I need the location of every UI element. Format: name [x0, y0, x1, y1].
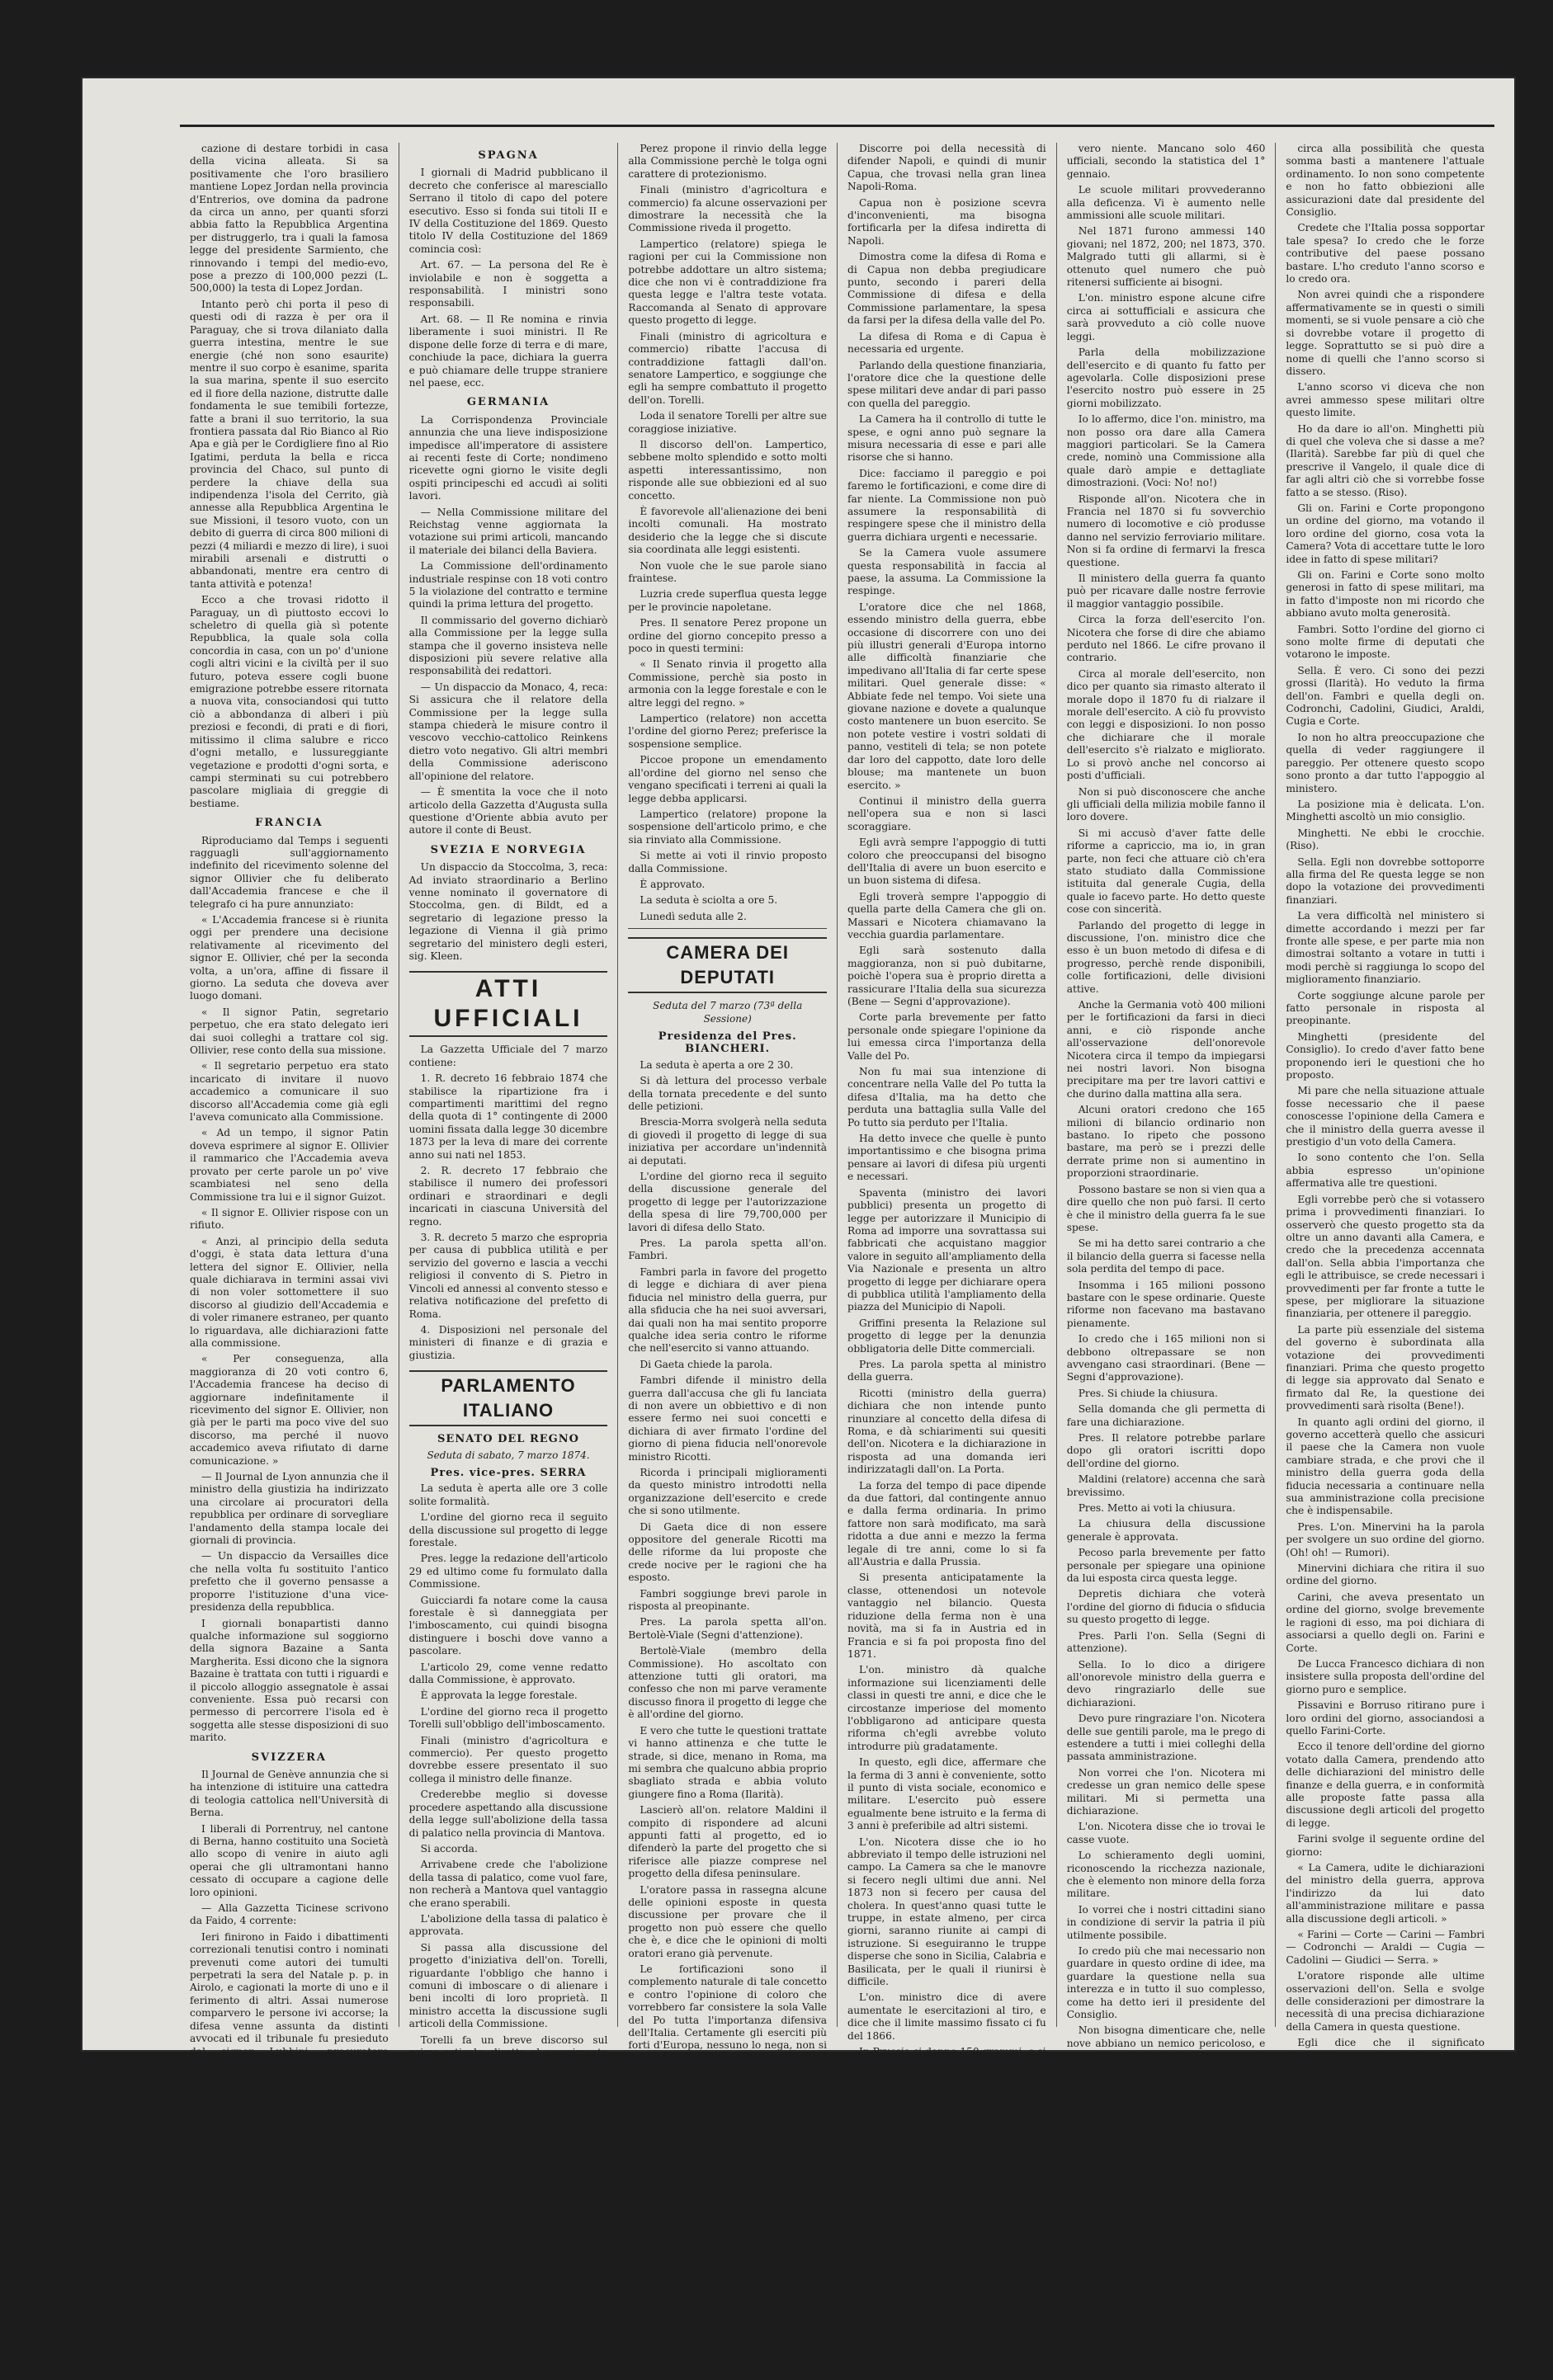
paragraph: Il Journal de Genève annunzia che si ha intenzione di istituire una cattedra di teologia cattolica nell'Università di Berna.	[190, 1768, 389, 1819]
column-3	[617, 143, 837, 2208]
paragraph: « Il signor E. Ollivier rispose con un rifiuto.	[190, 1206, 389, 1232]
paragraph: L'anno scorso vi diceva che non avrei ammesso spese militari oltre questo limite.	[1286, 381, 1485, 419]
paragraph: « Il segretario perpetuo era stato incaricato di invitare il nuovo accademico a comunicare il suo discorso all'Accademia come già egli l'aveva comunicato alla Commissione.	[190, 1060, 389, 1124]
paragraph: E vero che tutte le questioni trattate vi hanno attinenza e che tutte le strade, si dice, menano in Roma, ma mi sembra che qualcuno abbia proprio sbagliato strada e abbia voluto giungere fino a Roma (Ilarità).	[628, 1724, 828, 1800]
paragraph: Crederebbe meglio si dovesse procedere aspettando alla discussione della legge sull'abolizione della tassa di palatico nella provincia di Mantova.	[408, 1789, 608, 1839]
paragraph: Io credo più che mai necessario non guardare in questo ordine di idee, ma guardare la questione nella sua interezza e in tutto il suo complesso, come ha detto ieri il presidente del Consiglio.	[1066, 1945, 1266, 2021]
paragraph: L'oratore dice che nel 1868, essendo ministro della guerra, ebbe occasione di discorrere con uno dei più illustri generali d'Europa intorno alle difficoltà finanziarie che impedivano all'Italia di far certe spese militari. Quel generale disse: « Abbiate fede nel tempo. Voi siete una giovane nazione e dovete a qualunque costo mantenere un buon esercito. Se non potete vestire i vostri soldati di panno, vestiteli di tela; se non potete dar loro del cappotto, date loro delle blouse; ma mantenete un buon esercito. »	[847, 601, 1046, 791]
paragraph: I liberali di Porrentruy, nel cantone di Berna, hanno costituito una Società allo scopo di venire in aiuto agli operai che gli ultramontani hanno cessato di occupare a cagione delle loro opinioni.	[190, 1822, 389, 1898]
paragraph: La chiusura della discussione generale è approvata.	[1066, 1518, 1266, 1543]
paragraph: Riproduciamo dal Temps i seguenti ragguagli sull'aggiornamento indefinito del ricevimento solenne del signor Ollivier che fu deliberato dall'Accademia francese e che il telegrafo ci ha pure annunziato:	[190, 834, 389, 910]
paragraph: Fambri parla in favore del progetto di legge e dichiara di aver piena fiducia nel ministro della guerra, pur alla sfiducia che ha nei suoi avversari, dai quali non ha mai sentito proporre qualche idea seria contro le riforme che nell'esercito si vanno attuando.	[628, 1265, 828, 1355]
column-2	[399, 143, 618, 2298]
section-heading: FRANCIA	[255, 817, 323, 830]
paragraph: « La Camera, udite le dichiarazioni del ministro della guerra, approva l'indirizzo da lui dato all'amministrazione militare e passa alla discussione degli articoli. »	[1286, 1862, 1485, 1925]
paragraph: Nel 1871 furono ammessi 140 giovani; nel 1872, 200; nel 1873, 370. Malgrado tutti gli allarmi, si è ottenuto quel numero che può ritenersi sufficiente ai bisogni.	[1066, 225, 1266, 289]
paragraph: Lascierò all'on. relatore Maldini il compito di rispondere ad alcuni appunti fatti al progetto, ed io difenderò la parte del progetto che si riferisce alle piazze comprese nel progetto della difesa peninsulare.	[628, 1804, 828, 1880]
paragraph: 2. R. decreto 17 febbraio che stabilisce il numero dei professori ordinari e straordinari e degli incaricati in ciascuna Università del regno.	[408, 1165, 608, 1228]
section-heading: SPAGNA	[478, 149, 539, 162]
paragraph: Alcuni oratori credono che 165 milioni di bilancio ordinario non bastano. Io ripeto che possono bastare, ma però se i prezzi delle derrate prime non si aumentino in proporzioni straordinarie.	[1066, 1104, 1266, 1180]
paragraph: Luzria crede superflua questa legge per le provincie napoletane.	[628, 588, 828, 613]
paragraph: — Un dispaccio da Versailles dice che nella volta fu sostituito l'antico prefetto che il governo pensasse a proporre l'istituzione d'una vice-presidenza della repubblica.	[190, 1550, 389, 1614]
paragraph: Bertolè-Viale (membro della Commissione). Ho ascoltato con attenzione tutti gli oratori, ma confesso che non mi parve veramente discusso finora il progetto di legge che è all'ordine del giorno.	[628, 1645, 828, 1721]
paragraph: Egli avrà sempre l'appoggio di tutti coloro che preoccupansi del bisogno dell'Italia di avere un buon esercito e un buon sistema di difesa.	[847, 837, 1046, 887]
paragraph: « Ad un tempo, il signor Patin doveva esprimere al signor E. Ollivier il rammarico che l'Accademia aveva provato per certe parole un po' vive scambiatesi nel seno della Commissione tra lui e il signor Guizot.	[190, 1127, 389, 1203]
paragraph: Torelli fa un breve discorso sul primo articolo, diretto al compimento dell'imboscare.	[408, 2034, 608, 2071]
paragraph: Non avrei quindi che a rispondere affermativamente se in questi o simili momenti, se si vuole pensare a ciò che si dovrebbe votare il progetto di legge. Soprattutto se si può dire a nome di quelli che l'anno scorso si dissero.	[1286, 289, 1485, 377]
paragraph: L'ordine del giorno reca il seguito della discussione generale del progetto di legge per l'autorizzazione della spesa di lire 79,700,000 per lavori di difesa dello Stato.	[628, 1171, 828, 1233]
paragraph: Depretis dichiara che voterà l'ordine del giorno di fiducia o sfiducia su questo progetto di legge.	[1066, 1588, 1266, 1626]
paragraph: Io credo che i 165 milioni non si debbono oltrepassare se non avvengano casi straordinari. (Bene — Segni d'approvazione).	[1066, 1333, 1266, 1383]
paragraph: Di Gaeta dice di non essere oppositore del generale Ricotti ma delle riforme da lui proposte che crede nocive per le ragioni che ha esposto.	[628, 1520, 828, 1584]
paragraph: « Il signor Patin, segretario perpetuo, che era stato delegato ieri dai suoi colleghi a trattare col sig. Ollivier, rese conto della sua missione.	[190, 1006, 389, 1057]
paragraph: Si dà lettura del processo verbale della tornata precedente e del sunto delle petizioni.	[628, 1075, 828, 1112]
paragraph: Loda il senatore Torelli per altre sue coraggiose iniziative.	[628, 410, 828, 435]
paragraph: Mi pare che nella situazione attuale fosse necessario che il paese conoscesse l'opinione della Camera e che il ministro della guerra avesse il prestigio d'un voto della Camera.	[1286, 1085, 1485, 1148]
newspaper-page	[83, 78, 1514, 2379]
paragraph: Si passa alla discussione del progetto d'iniziativa dell'on. Torelli, riguardante l'obbligo che hanno i comuni di imboscare o di alienare i beni incolti di loro proprietà. Il ministro accetta la discussione sugli articoli della Commissione.	[408, 1941, 608, 2030]
paragraph: In Prussia si danno 150 grammi, e si raggiunse sufficienti. Perchè non si ritenessero sufficienti 180 in Italia?	[847, 2046, 1046, 2083]
paragraph: Pres. Si chiude la chiusura.	[1078, 1387, 1218, 1399]
section-heading: SVEZIA E NORVEGIA	[430, 843, 587, 856]
masthead-heading: PARLAMENTO ITALIANO	[409, 1370, 608, 1426]
paragraph: Egli sarà sostenuto dalla maggioranza, non si può dubitarne, poichè l'opera sua è proprio diretta a rassicurare l'Italia della sua sicurezza (Bene — Segni d'approvazione).	[847, 945, 1046, 1007]
paragraph: Spaventa (ministro dei lavori pubblici) presenta un progetto di legge per autorizzare il Municipio di Roma ad imporre una sovrattassa sui fabbricati che acquistano maggior valore in seguito all'ampliamento della Via Nazionale e presenta un altro progetto di legge per dichiarare opera di pubblica utilità l'ampliamento della piazza del Municipio di Napoli.	[847, 1186, 1046, 1313]
paragraph: Insomma i 165 milioni possono bastare con le spese ordinarie. Queste riforme non facevano ma bastavano pienamente.	[1066, 1279, 1266, 1329]
paragraph: La Camera ha il controllo di tutte le spese, e ogni anno può segnare la misura necessaria di esse e pari alle risorse che si hanno.	[847, 413, 1046, 464]
paragraph: Ecco a che trovasi ridotto il Paraguay, un dì piuttosto eccovi lo scheletro di quella già sì potente Repubblica, la quale sola colla concordia in casa, con un po' d'unione cogli altri vicini e la civiltà per il suo futuro, poteva essere cogli buone emigrazione potrebbe essere ritornata a nuova vita, consociandosi qui tutto ciò a abbondanza di alberi i più preziosi e fecondi, di prati e di fiori, mitissimo il clima salubre e ricco d'ogni metallo, e lussureggiante vegetazione e prodotti d'ogni sorta, e campi sterminati su cui potrebbero pascolare migliaia di greggie di bestiame.	[190, 594, 389, 809]
paragraph: Pres. La parola spetta all'on. Fambri.	[628, 1237, 828, 1262]
paragraph: L'on. ministro assicura l'on. La Porta che i nostri quadri sono sufficienti, e sono i migliori che possiamo avere.	[847, 2170, 1046, 2220]
paragraph: L'abolizione della tassa di palatico è approvata.	[408, 1912, 608, 1938]
paragraph: Se la Camera vuole assumere questa responsabilità in faccia al paese, la assuma. La Commissione la respinge.	[847, 547, 1046, 597]
top-rule	[180, 125, 1494, 127]
paragraph: « Il Senato rinvia il progetto alla Commissione, perchè sia posto in armonia con la legge forestale e con le altre leggi del regno. »	[628, 658, 828, 709]
paragraph: Art. 67. — La persona del Re è inviolabile e non è soggetta a responsabilità. I ministri sono responsabili.	[408, 259, 608, 309]
paragraph: Farini svolge il seguente ordine del giorno:	[1286, 1833, 1485, 1858]
paragraph: — È smentita la voce che il noto articolo della Gazzetta d'Augusta sulla questione d'Oriente abbia avuto per autore il conte di Beust.	[408, 786, 608, 837]
paragraph: Si presenta anticipatamente la classe, ottenendosi un notevole vantaggio nel bilancio. Questa riduzione della ferma non è una novità, ma si fa in Austria ed in Francia e si fa poi proposta fino del 1871.	[847, 1572, 1046, 1660]
paragraph: La Gazzetta Ufficiale del 7 marzo contiene:	[408, 1044, 608, 1068]
paragraph: Maldini (relatore) accenna che sarà brevissimo.	[1066, 1473, 1266, 1498]
paragraph: Pres. legge la redazione dell'articolo 29 ed ultimo come fu formulato dalla Commissione.	[408, 1553, 608, 1591]
paragraph: Possono bastare se non si vien qua a dire quello che non può farsi. Il certo è che il ministro della guerra fa le sue spese.	[1066, 1183, 1266, 1233]
paragraph: Continui il ministro della guerra nell'opera sua e non si lasci scoraggiare.	[847, 794, 1046, 832]
paragraph: Ricorda i principali miglioramenti da questo ministro introdotti nella organizzazione dell'esercito e crede che si sono utilmente.	[628, 1466, 828, 1517]
paragraph: In quanto agli ordini del giorno, il governo accetterà quello che assicuri il paese che la Camera non vuole cambiare strada, e che provi che il ministro della guerra goda della fiducia necessaria a continuare nella sua amministrazione colla precisione che è indispensabile.	[1286, 1416, 1485, 1517]
paragraph: Lampertico (relatore). I comuni, riguardo ai loro beni, hanno una legge che dice; questi beni sono incolti per tre quarti; per le varie coltivazioni per vendere i più utili.	[408, 2075, 608, 2138]
paragraph: Qualche reggimento aveva ecceduto il limite fino a 200, e fu richiamato alla regola legale.	[847, 2087, 1046, 2125]
paragraph: Minghetti (presidente del Consiglio). Io credo d'aver fatto bene proponendo ieri le questioni che ho proposto.	[1286, 1030, 1485, 1082]
paragraph: Lampertico (relatore) non accetta l'ordine del giorno Perez; preferisce la sospensione semplice.	[628, 713, 828, 750]
session-date: Seduta del 7 marzo (73ª della Sessione)	[653, 1000, 803, 1025]
paragraph: Lampertico (relatore) spiega le ragioni per cui la Commissione non potrebbe addottare un altro sistema; dice che non vi è contraddizione fra questa legge e l'altra teste votata. Raccomanda al Senato di approvare questo progetto di legge.	[628, 238, 828, 327]
paragraph: « Anzi, al principio della seduta d'oggi, è stata data lettura d'una lettera del signor E. Ollivier, nella quale dichiarava in termini assai vivi di non voler sottomettere il suo discorso al giudizio dell'Accademia e di voler rimanere estraneo, per quanto lo riguardava, alle dichiarazioni fatte alla commissione.	[190, 1235, 389, 1349]
paragraph: Pres. Il senatore Perez propone un ordine del giorno concepito presso a poco in questi termini:	[628, 617, 828, 655]
paragraph: cazione di destare torbidi in casa della vicina alleata. Si sa positivamente che l'oro brasiliero mantiene Lopez Jordan nella provincia d'Entrerios, ove domina da padrone da circa un anno, per quanti sforzi abbia fatto la Repubblica Argentina per distruggerlo, tra i quali la famosa legge del presidente Sarmiento, che rinnovando i tempi del medio-evo, pose a prezzo di 100,000 pezzi (L. 500,000) la testa di Lopez Jordan.	[190, 143, 389, 295]
paragraph: La vera difficoltà nel ministero si dimette accordando i mezzi per far fronte alle spese, e per parte mia non dimostrai soltanto a votare in tutti i modi perchè si raggiunga lo scopo del miglioramento finanziario.	[1286, 910, 1485, 986]
paragraph: Egli dice che il significato dell'ordine del giorno è che la Camera esprima il suo giudizio sull'opera dell'on. Ricotti e sull'applicazione che egli ha fatto delle leggi votate dal Parlamento.	[1286, 2037, 1485, 2113]
paragraph: Griffini presenta la Relazione sul progetto di legge per la denunzia obbligatoria delle Ditte commerciali.	[847, 1317, 1046, 1355]
paragraph: Minghetti dichiara che il ministero non può e non vuole accettare l'ordine del giorno Farini-Corte.	[1286, 2241, 1485, 2279]
paragraph: Torelli combatte l'asserzione di Perez che in ciò non si tratti della coltura.	[408, 2260, 608, 2298]
paragraph: Non fu mai sua intenzione di concentrare nella Valle del Po tutta la difesa d'Italia, ma ha detto che perduta una battaglia sulla Valle del Po tutto sia perduto per l'Italia.	[847, 1066, 1046, 1129]
paragraph: Non si può disconoscere che anche gli ufficiali della milizia mobile fanno il loro dovere.	[1066, 785, 1266, 823]
paragraph: Guicciardi fa notare come la causa forestale è sì danneggiata per l'imboscamento, cui quindi bisogna distinguere i boschi dove vanno a pascolare.	[408, 1594, 608, 1657]
paragraph: De Lucca Francesco dichiara di non insistere sulla proposta dell'ordine del giorno puro e semplice.	[1286, 1657, 1485, 1695]
paragraph: Credete che l'Italia possa sopportare le spese militari oltre i 165 milioni? Io accetto le idee dell'on. Ricotti subordinatamente alla somma dei 165 milioni. Se si vuole rimanere in quei limiti io voterò per l'indirizzo del ministro della guerra.	[1066, 2213, 1266, 2301]
section-heading: GERMANIA	[466, 396, 550, 409]
paragraph: Non dirò nulla del progetto di legge in discussione.	[1066, 2104, 1266, 2129]
paragraph: Devo pure ringraziare l'on. Nicotera delle sue gentili parole, ma le prego di estendere a tutti i miei colleghi della passata amministrazione.	[1066, 1713, 1266, 1763]
paragraph: Ha detto invece che quelle è punto importantissimo e che bisogna prima pensare ai lavori di difesa più urgenti e necessari.	[847, 1133, 1046, 1183]
paragraph: È favorevole all'alienazione dei beni incolti comunali. Ha mostrato desiderio che la legge che si discute sia coordinata alle leggi esistenti.	[628, 505, 828, 556]
paragraph: Sella dichiara di non aver mai inteso connettere coll'idea del lusso le stato del nostro esercito.	[1286, 2183, 1485, 2221]
paragraph: Si accorda.	[420, 1842, 478, 1855]
paragraph: Carini, che aveva presentato un ordine del giorno, svolge brevemente le ragioni di esso, ma poi dichiara di associarsi a quello degli on. Farini e Corte.	[1286, 1591, 1485, 1654]
paragraph: Dice: facciamo il pareggio e poi faremo le fortificazioni, e come dire di far niente. La Commissione non può assumere la responsabilità di respingere spese che il ministro della guerra dichiara urgenti e necessarie.	[847, 467, 1046, 543]
paragraph: Non vorrei che l'on. Nicotera mi credesse un gran nemico delle spese militari. Mi si permetta una dichiarazione.	[1066, 1766, 1266, 1817]
paragraph: 3. R. decreto 5 marzo che espropria per causa di pubblica utilità e per servizio del governo e lascia a vecchi religiosi il convento di S. Pietro in Vincoli ed annessi al convento stesso e relativa notificazione del prefetto di Roma.	[408, 1232, 608, 1320]
paragraph: L'oratore parla della grande influenza che ha la capitale sopra gli Stati in caso di guerra, cita in appoggio delle sue ragioni fatti che sono esposte.	[628, 2144, 828, 2208]
paragraph: Corte parla brevemente per fatto personale onde spiegare l'opinione da lui emessa circa l'importanza della Valle del Po.	[847, 1011, 1046, 1062]
paragraph: In questo, egli dice, affermare che la ferma di 3 anni è conveniente, sotto il punto di vista sociale, economico e militare. L'esercito può essere egualmente bene istruito e la ferma di 3 anni è preferibile ad altri sistemi.	[847, 1756, 1046, 1832]
subheading: Pres. vice-pres. SERRA	[430, 1466, 587, 1479]
paragraph: La seduta è aperta alle ore 3 colle solite formalità.	[408, 1482, 608, 1507]
paragraph: Gli on. Farini e Corte sono molto generosi in fatto di spese militari, ma in fatto d'imposte non mi ricordo che abbiano avuto molta generosità.	[1286, 569, 1485, 620]
paragraph: Arrivabene crede che l'abolizione della tassa di palatico, come vuol fare, non recherà a Mantova quel vantaggio che erano sperabili.	[408, 1859, 608, 1909]
paragraph: vero niente. Mancano solo 460 ufficiali, secondo la statistica del 1° gennaio.	[1066, 143, 1266, 180]
paragraph: L'oratore parla delle mutate condizioni della difesa peninsulare, fra le quali come gli avversari hanno sostenuto che nessuno di loro crede dover essere un sistema difensivo tale che possa essere mai sorpreso completamente che in caso che le forze nemiche attacchino la Valle del Po a Capua e non ci sia più la frontiera.	[847, 2224, 1046, 2351]
paragraph: Fambri soggiunge brevi parole in risposta al preopinante.	[628, 1587, 828, 1613]
paragraph: Io lo affermo, dice l'on. ministro, ma non posso ora dare alla Camera maggiori particolari. Se la Camera crede, nominò una Commissione alla quale darò ampie e dettagliate dimostrazioni. (Voci: No! no!)	[1066, 413, 1266, 489]
paragraph: Egli vorrebbe però che si votassero prima i provvedimenti finanziari. Io osserverò che questo progetto sta da oltre un anno davanti alla Camera, e credo che la precedenza accennata dall'on. Sella abbia l'importanza che egli le attribuisce, se crede necessari i provvedimenti per far fronte a tutte le spese, per migliorare la situazione finanziaria, per ottenere il pareggio.	[1286, 1193, 1485, 1320]
paragraph: Perez propone il rinvio della legge alla Commissione perchè le tolga ogni carattere di protezionismo.	[628, 143, 828, 180]
paragraph: La seduta è sciolta a ore 5.	[640, 894, 778, 907]
paragraph: Ecco tutto ciò che fu fatto e che diede luogo all'osservazione dell'onorevole Nicotera.	[847, 2128, 1046, 2166]
subheading: Presidenza del Pres. BIANCHERI.	[658, 1030, 797, 1056]
paragraph: L'oratore risponde alle ultime osservazioni dell'on. Sella e svolge delle considerazioni per dimostrare la necessità di una precisa dichiarazione della Camera in questa questione.	[1286, 1970, 1485, 2033]
paragraph: Non bisogna dimenticare che, nelle nove abbiano un nemico pericoloso, e che il germe della nostra finanza sta nelle condizioni economiche della popolazione. Bisogna tener d'occhio tutti i lati della questione.	[1066, 2024, 1266, 2100]
paragraph: — Il Journal de Lyon annunzia che il ministro della giustizia ha indirizzato una circolare ai procuratori della repubblica per ordinare di sorvegliare l'andamento della stampa locale dei giornali di provincia.	[190, 1471, 389, 1547]
paragraph: Si mi accusò d'aver fatte delle riforme a capriccio, ma io, in gran parte, non feci che attuare ciò ch'era stato studiato dalla Commissione istituita dal generale Cugia, della quale io facevo parte. Ho detto queste cose con sincerità.	[1066, 827, 1266, 916]
paragraph: Egli troverà sempre l'appoggio di quella parte della Camera che gli on. Massari e Nicotera chiamavano la vecchia guardia parlamentare.	[847, 890, 1046, 940]
paragraph: La Corrispondenza Provinciale annunzia che una lieve indisposizione impedisce all'imperatore di assistere ai recenti feste di Corte; nondimeno ricevette ogni giorno le visite degli ospiti principeschi ed accudì ai soliti lavori.	[408, 413, 608, 502]
session-date: Seduta di sabato, 7 marzo 1874.	[427, 1449, 590, 1461]
paragraph: Il commissario del governo dichiarò alla Commissione per la legge sulla stampa che il governo insisteva nelle disposizioni più severe relative alla responsabilità dei redattori.	[408, 614, 608, 677]
paragraph: L'ordine del giorno reca il seguito della discussione sul progetto di legge forestale.	[408, 1511, 608, 1548]
paragraph: Risponde all'on. Nicotera che in Francia nel 1870 si fu sovverchio numero di locomotive e ciò produsse danno nel servizio ferroviario militare. Non si fa ordine di fermarvi la fresca questione.	[1066, 492, 1266, 568]
paragraph: Sella. Egli non dovrebbe sottoporre alla firma del Re questa legge se non dopo la votazione dei provvedimenti finanziari.	[1286, 855, 1485, 906]
paragraph: Si mette ai voti il rinvio proposto dalla Commissione.	[628, 850, 828, 874]
paragraph: Le fortificazioni sono il complemento naturale di tale concetto e contro l'opinione di coloro che vorrebbero far consistere la sola Valle del Po tutta l'importanza difensiva dell'Italia. Certamente gli eserciti più forti d'Europa, nessuno lo nega, non si sono mai ritirati senza essere stati sconfitti nella Valle del Po, ma non si può anche ignorare che perduta una battaglia nella Valle del Po, l'Italia non sarebbe perduta e le altre parti e trovar in altri punti centri di difesa e d'offesa.	[628, 1963, 828, 2141]
paragraph: Circa al morale dell'esercito, non dico per quanto sia rimasto alterato il morale dopo il 1870 fu di rialzare il morale dell'esercito. A ciò fu provvisto con leggi e disposizioni. Io non posso che dichiarare che il morale dell'esercito s'è rialzato e migliorato. Lo si provò anche nel concorso ai posti d'ufficiali.	[1066, 667, 1266, 782]
paragraph: Intanto però chi porta il peso di questi odi di razza è per ora il Paraguay, che si trova dilaniato dalla guerra intestina, mentre le sue energie (ché non sono esaurite) mentre il suo corpo è esanime, sparita la sua marina, spente il suo esercito ed il fiore della nazione, distrutte dalle fondamenta le sue temibili fortezze, fatte a brani il suo territorio, la sua frontiera passata dal Rio Bianco al Rio Apa e già per le Cordigliere fino al Rio Igatimi, perduta la bella e ricca provincia del Chaco, sul punto di perdere la chiave della sua indipendenza l'isola del Cerrito, già annesse alla Repubblica Argentina le sue Missioni, il tesoro vuoto, con un debito di guerra di circa 800 milioni di pezzi (4 miliardi e mezzo di lire), i suoi mirabili arsenali e distrutti o abbandonati, mentre era centro di tanta attività e potenza!	[190, 298, 389, 590]
paragraph: Ricotti (ministro della guerra) dichiara che non intende punto rinunziare al concetto della difesa di Roma, e dà schiarimenti sui quesiti dell'on. Nicotera e la dichiarazione in risposta ad una domanda ieri indirizzatagli dall'on. La Porta.	[847, 1387, 1046, 1476]
paragraph: Sarebbe stata un'ironia.	[1297, 2224, 1421, 2236]
paragraph: Pissavini e Borruso ritirano pure i loro ordini del giorno, associandosi a quello Farini-Corte.	[1286, 1699, 1485, 1737]
paragraph: Io vorrei che i nostri cittadini siano in condizione di servir la patria il più utilmente possibile.	[1066, 1903, 1266, 1941]
paragraph: Fambri difende il ministro della guerra dall'accusa che gli fu lanciata di non avere un obbiettivo e di non essere fermo nei suoi concetti e dichiara di aver firmato l'ordine del giorno di piena fiducia nell'onorevole ministro Ricotti.	[628, 1374, 828, 1463]
paragraph: La forza del tempo di pace dipende da due fattori, dal contingente annuo e dalla ferma ordinaria. In primo fattore non sarà modificato, ma sarà ridotta a due anni e mezzo la ferma legale di tre anni, come lo si fa all'Austria e dalla Prussia.	[847, 1479, 1046, 1568]
paragraph: La posizione mia è delicata. L'on. Minghetti ascoltò un mio consiglio.	[1286, 798, 1485, 823]
paragraph: Lunedì seduta alle 2.	[640, 910, 747, 922]
paragraph: La seduta è aperta a ore 2 30.	[640, 1058, 794, 1071]
paragraph: Pres. Parli l'on. Sella (Segni di attenzione).	[1066, 1629, 1266, 1655]
paragraph: Lo schieramento degli uomini, riconoscendo la ricchezza nazionale, che è elemento non minore della forza militare.	[1066, 1850, 1266, 1900]
paragraph: « Farini — Corte — Carini — Fambri — Codronchi — Araldi — Cugia — Cadolini — Giudici — Serra. »	[1286, 1929, 1485, 1966]
column-4	[837, 143, 1056, 2379]
paragraph: Parla della mobilizzazione dell'esercito e di quanto fu fatto per agevolarla. Colle disposizioni prese l'esercito nostro può essere in 25 giorni mobilizzato.	[1066, 346, 1266, 409]
paragraph: L'articolo 29, come venne redatto dalla Commissione, è approvato.	[408, 1661, 608, 1686]
paragraph: Di Gaeta chiede la parola.	[640, 1358, 773, 1370]
paragraph: Dimostra come la difesa di Roma e di Capua non debba pregiudicare punto, secondo i pareri della Commissione di difesa e della Commissione parlamentare, la spesa da farsi per la difesa della valle del Po.	[847, 251, 1046, 327]
paragraph: Discorre poi della necessità di difender Napoli, e quindi di munir Capua, che trovasi nella gran linea Napoli-Roma.	[847, 143, 1046, 193]
paragraph: Se mi ha detto sarei contrario a che il bilancio della guerra si facesse nella sola perdita del tempo di pace.	[1066, 1237, 1266, 1275]
paragraph: circa alla possibilità che questa somma basti a mantenere l'attuale ordinamento. Io non sono competente e non ho fatto obbiezioni alle assicurazioni date dal presidente del Consiglio.	[1286, 143, 1485, 219]
paragraph: Piccoe propone un emendamento all'ordine del giorno nel senso che vengano specificati i terreni ai quali la legge debba applicarsi.	[628, 754, 828, 804]
paragraph: La Commissione dell'ordinamento industriale respinse con 18 voti contro 5 la violazione del contratto e termine quindi la prima lettura del progetto.	[408, 560, 608, 610]
text-columns	[180, 143, 1494, 2379]
paragraph: I giornali di Madrid pubblicano il decreto che conferisce al maresciallo Serrano il titolo di capo del potere esecutivo. Esso si fonda sui titoli II e IV della Costituzione del 1869. Questo titolo IV della Costituzione del 1869 comincia così:	[408, 167, 608, 255]
paragraph: L'on. ministro dà qualche informazione sui licenziamenti delle classi in questi tre anni, e dice che le circostanze imperiose del momento l'obbligarono ad anticipare questa riforma ch'egli avrebbe voluto introdurre più gradatamente.	[847, 1664, 1046, 1752]
paragraph: Vi sono delle voci, sorsero dei dubbi.	[847, 2354, 1046, 2379]
paragraph: L'oratore passa in rassegna alcune delle opinioni esposte in questa discussione per provare che il progetto non può essere che quello che è, e dice che le opinioni di molti oratori erano già pervenute.	[628, 1883, 828, 1959]
masthead-heading: CAMERA DEI DEPUTATI	[628, 937, 827, 993]
paragraph: Art. 68. — Il Re nomina e rinvia liberamente i suoi ministri. Il Re dispone delle forze di terra e di mare, conchiude la pace, dichiara la guerra e può chiamare delle truppe straniere nel paese, ecc.	[408, 313, 608, 389]
paragraph: « Per conseguenza, alla maggioranza di 20 voti contro 6, l'Accademia francese ha deciso di aggiornare indefinitamente il ricevimento del signor E. Ollivier, non già per le parti ma poco vive del suo discorso, ma perché il nuovo accademico aveva rifiutato di darne comunicazione. »	[190, 1353, 389, 1467]
paragraph: Corte soggiunge alcune parole per fatto personale in risposta al preopinante.	[1286, 989, 1485, 1027]
paragraph: Parlando della questione finanziaria, l'oratore dice che la questione delle spese militari deve andar di pari passo con quella del pareggio.	[847, 359, 1046, 409]
paragraph: Pres. Il relatore potrebbe parlare dopo gli oratori iscritti dopo dell'ordine del giorno.	[1066, 1432, 1266, 1469]
paragraph: Pres. Metto ai voti la chiusura.	[1078, 1502, 1236, 1515]
paragraph: L'on. ministro espone alcune cifre circa ai sottufficiali e assicura che sarà provveduto a ciò colle nuove leggi.	[1066, 292, 1266, 342]
paragraph: 1. R. decreto 16 febbraio 1874 che stabilisce la ripartizione fra i compartimenti marittimi del regno della quota di 1° contingente di 2000 uomini fissata dalla legge 30 dicembre 1873 per la leva di mare dei corrente anno sui nati nel 1853.	[408, 1072, 608, 1161]
paragraph: Minervini dichiara che ritira il suo ordine del giorno.	[1286, 1562, 1485, 1587]
paragraph: Ecco il tenore dell'ordine del giorno votato dalla Camera, prendendo atto delle dichiarazioni del ministro delle finanze e della guerra, e in conformità alle proposte fatte passa alla discussione degli articoli del progetto di legge.	[1286, 1741, 1485, 1829]
paragraph: Credete che l'Italia possa sopportar tale spesa? Io credo che le forze contributive del paese possano bastare. L'ho creduto l'anno scorso e lo credo ora.	[1286, 222, 1485, 285]
paragraph: Sella domanda che gli permetta di fare una dichiarazione.	[1066, 1403, 1266, 1428]
paragraph: La difesa di Roma e di Capua è necessaria ed urgente.	[847, 330, 1046, 356]
paragraph: Il ministero della guerra fa quanto può per ricavare dalle nostre ferrovie il maggior vantaggio possibile.	[1066, 573, 1266, 610]
paragraph: Il discorso dell'on. Lampertico, sebbene molto splendido e sotto molti aspetti interessantissimo, non risponde alle sue obbiezioni ed al suo concetto.	[628, 438, 828, 502]
paragraph: Le scuole militari provvederanno alla deficenza. Vi è aumento nelle ammissioni alle scuole militari.	[1066, 184, 1266, 222]
paragraph: — Nella Commissione militare del Reichstag venne aggiornata la votazione sui primi articoli, mancando il materiale dei bilanci della Baviera.	[408, 506, 608, 556]
paragraph: Io sono contento che l'on. Sella abbia espresso un'opinione affermativa alle tre questioni.	[1286, 1152, 1485, 1190]
paragraph: La questione non è politica e lo provano le firme sottoposte all'ordine del giorno. L'oratore dice d'aver votato anche l'aumento d'imposta sul sale, proposto dall'on. Sella.	[1286, 2116, 1485, 2180]
paragraph: L'ordine del giorno reca il progetto Torelli sull'obbligo dell'imboscamento.	[408, 1705, 608, 1731]
paragraph: L'on. Nicotera disse che io ho abbreviato il tempo delle istruzioni nel campo. La Camera sa che le manovre si fecero negli ultimi due anni. Nel 1873 non si fecero per causa del cholera. In quest'anno quasi tutte le truppe, in estate almeno, per circa giorni, saranno riunite ai campi di istruzione. Si eseguiranno le truppe disperse che sono in Sicilia, Calabria e Basilicata, per le quali il riunirsi è difficile.	[847, 1836, 1046, 1988]
paragraph: L'on. ministro dice di avere aumentate le esercitazioni al tiro, e dice che il limite massimo fissato ci fu del 1866.	[847, 1991, 1046, 2042]
paragraph: 4. Disposizioni nel personale del ministeri di finanze e di grazia e giustizia.	[408, 1323, 608, 1361]
paragraph: Minghetti. Ne ebbi le crocchie. (Riso).	[1286, 827, 1485, 852]
paragraph: Sella. È vero. Ci sono dei pezzi grossi (Ilarità). Ho veduto la firma dell'on. Fambri e quella degli on. Codronchi, Cadolini, Giudici, Araldi, Cugia e Corte.	[1286, 664, 1485, 728]
paragraph: « L'Accademia francese si è riunita oggi per prendere una decisione relativamente al ricevimento del signor E. Ollivier, ché per la seconda volta, a un'ora, affine di fissare il giorno. La seduta che doveva aver luogo domani.	[190, 913, 389, 1002]
paragraph: Pecoso parla brevemente per fatto personale per spiegare una opinione da lui esposta circa questa legge.	[1066, 1547, 1266, 1585]
paragraph: Finali (ministro di agricoltura e commercio) ribatte l'accusa di contraddizione fattagli dall'on. senatore Lampertico, e soggiunge che egli ha sempre combattuto il progetto dell'on. Torelli.	[628, 330, 828, 406]
paragraph: Io non ho altra preoccupazione che quella di veder raggiungere il pareggio. Per ottenere questo scopo sono pronto a dar tutto l'appoggio al ministero.	[1286, 731, 1485, 794]
paragraph: È approvato.	[640, 878, 706, 890]
paragraph: Anche la Germania votò 400 milioni per le fortificazioni da farsi in dieci anni, e ciò risponde anche all'osservazione dell'onorevole Nicotera circa il tempo da impiegarsi nei nostri lavori. Non bisogna precipitare ma per tre lavori cattivi e che durino dalla mattina alla sera.	[1066, 999, 1266, 1100]
paragraph: — Alla Gazzetta Ticinese scrivono da Faido, 4 corrente:	[190, 1902, 389, 1927]
paragraph: La questione si è allargata; si è fatta ampia. La questione fu posta nel modo più ampio dal presidente del Consiglio. Egli disse: il ministero vuole l'indirizzo dell'amministrazione militare?	[1066, 2133, 1266, 2208]
divider	[628, 928, 827, 929]
paragraph: L'on. Nicotera disse che io trovai le casse vuote.	[1066, 1821, 1266, 1845]
paragraph: Un dispaccio da Stoccolma, 3, reca: Ad inviato straordinario a Berlino venne nominato il governatore di Stoccolma, gen. di Bildt, ed a segretario di legazione presso la legazione di Vienna il già primo segretario del ministero degli esteri, sig. Kleen.	[408, 861, 608, 962]
paragraph: Basteranno questi 165 milioni? Ecco un'altra questione.	[1066, 2305, 1266, 2330]
paragraph: Pres. L'on. Minervini ha la parola per svolgere un suo ordine del giorno. (Oh! oh! — Rumori).	[1286, 1520, 1485, 1558]
paragraph: Perez desidera che in questo articolo venisse richiamata la legge forestale teste approvata, onde si mostri la necessità della limitazione della proprietà, se per l'oratore, per impedire le inondazioni, ma non si dovranno esse legare i comuni che non abbiano voluto la coltura, ne la qualità della coltura.	[408, 2142, 608, 2256]
masthead-heading: ATTI UFFICIALI	[409, 971, 608, 1037]
paragraph: Finali (ministro d'agricoltura e commercio) fa alcune osservazioni per dimostrare la necessità che la Commissione riveda il progetto.	[628, 184, 828, 234]
paragraph: Pres. La parola spetta al ministro della guerra.	[847, 1358, 1046, 1383]
paragraph: Finali (ministro d'agricoltura e commercio). Per questo progetto dovrebbe essere presentato il suo collega il ministro delle finanze.	[408, 1734, 608, 1784]
paragraph: Parlando del progetto di legge in discussione, l'on. ministro dice che esso è un buon metodo di difesa e di progresso, perchè rende disponibili, colle fortificazioni, delle divisioni attive.	[1066, 919, 1266, 995]
subheading: SENATO DEL REGNO	[437, 1433, 579, 1446]
paragraph: Capua non è posizione scevra d'inconvenienti, ma bisogna fortificarla per la difesa indiretta di Napoli.	[847, 196, 1046, 247]
paragraph: Fambri. Sotto l'ordine del giorno ci sono molte firme di deputati che votarono le imposte.	[1286, 623, 1485, 661]
paragraph: Circa la forza dell'esercito l'on. Nicotera che forse di dire che abiamo perduto nel 1866. Le cifre provano il contrario.	[1066, 614, 1266, 664]
column-5	[1056, 143, 1276, 2330]
paragraph: Non vuole che le sue parole siano fraintese.	[628, 559, 828, 584]
paragraph: Ieri finirono in Faido i dibattimenti correzionali tenutisi contro i nominati prevenuti come autori dei tumulti perpetrati la sera del Natale p. p. in Airolo, e cagionati la morte di uno e il ferimento di altri. Assai numerose comparvero le persone ivi accorse; la difesa venne assunta da distinti avvocati ed il tribunale fu presieduto dal signor Lubbini, procuratore pubblico sostituto, e Cattaneo.	[190, 1930, 389, 2070]
paragraph: I giornali bonapartisti danno qualche informazione sul soggiorno della signora Bazaine a Santa Margherita. Essi dicono che la signora Bazaine è trattata con tutti i riguardi e il piccolo alloggio assegnatole è assai conveniente. Essa può recarsi con permesso di percorrere l'isola ed è soggetta alle stesse disposizioni di suo marito.	[190, 1617, 389, 1744]
paragraph: Pres. La parola spetta all'on. Bertolè-Viale (Segni d'attenzione).	[628, 1616, 828, 1641]
paragraph: Brescia-Morra svolgerà nella seduta di giovedì il progetto di legge di sua iniziativa per accordare un'indennità ai deputati.	[628, 1116, 828, 1166]
column-6	[1275, 143, 1494, 2320]
paragraph: Ho da dare io all'on. Minghetti più di quel che voleva che si dasse a me? (Ilarità). Sarebbe far più di quel che prescrive il Vangelo, il quale dice di far agli altri ciò che si vorrebbe fosse fatto a se stesso. (Riso).	[1286, 422, 1485, 498]
paragraph: Non è un voto politico di fiducia nel ministero, ma un voto che significa che la Camera intende che il ministero	[1286, 2282, 1485, 2320]
paragraph: — Un dispaccio da Monaco, 4, reca: Si assicura che il relatore della Commissione per la legge sulla stampa chiederà le misure contro il vescovo vecchio-cattolico Reinkens dietro voto negativo. Gli altri membri della Commissione aderiscono all'opinione del relatore.	[408, 681, 608, 782]
paragraph: È approvata la legge forestale.	[420, 1690, 578, 1702]
paragraph: La parte più essenziale del sistema del governo è subordinata alla votazione dei provvedimenti finanziari. Prima che questo progetto di legge sia approvato dal Senato e firmato dal Re, la questione dei provvedimenti sarà risolta (Bene!).	[1286, 1323, 1485, 1412]
column-1	[180, 143, 399, 2070]
section-heading: SVIZZERA	[251, 1751, 327, 1764]
paragraph: Gli on. Farini e Corte propongono un ordine del giorno, ma votando il loro ordine del giorno, cosa vota la Camera? Vota di accettare tutte le loro idee in fatto di spese militari?	[1286, 502, 1485, 565]
paragraph: Sella. Io lo dico a dirigere all'onorevole ministro della guerra e devo ringraziarlo delle sue dichiarazioni.	[1066, 1658, 1266, 1708]
paragraph: Lampertico (relatore) propone la sospensione dell'articolo primo, e che sia rinviato alla Commissione.	[628, 808, 828, 846]
